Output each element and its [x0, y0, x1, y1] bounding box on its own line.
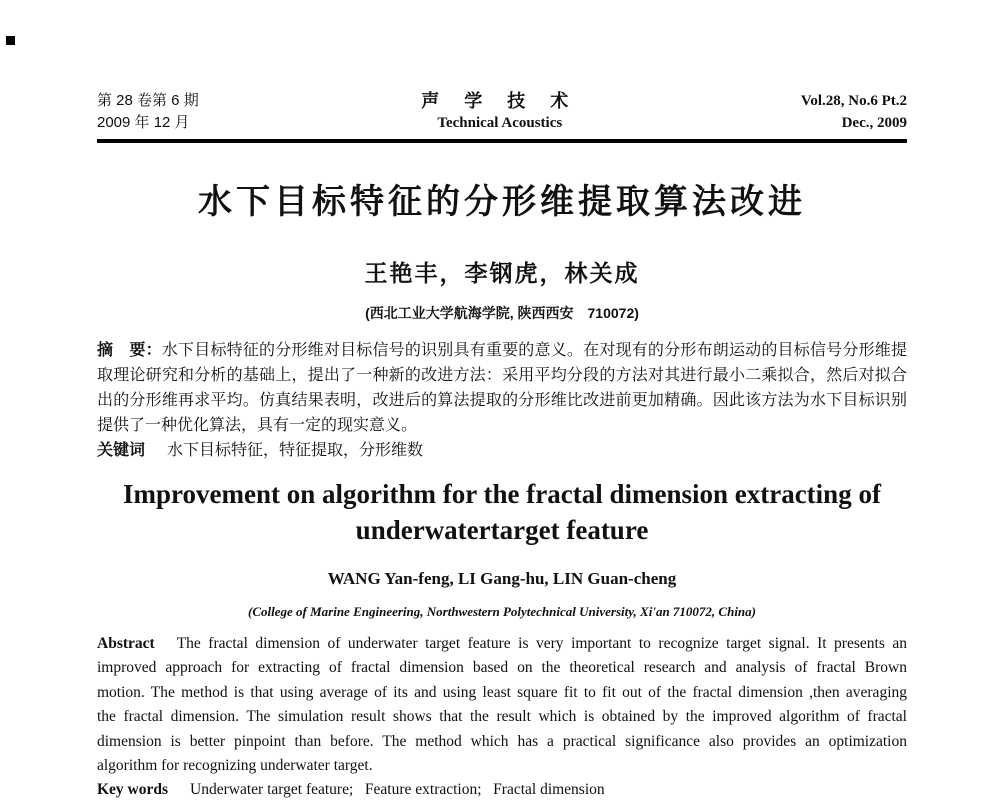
abstract-en-line: motion. The method is that using average of its and using least square fit to fit out of the fractal dimension ,then averaging — [97, 683, 907, 701]
abstract-cn — [97, 338, 907, 463]
keywords-en — [97, 778, 907, 802]
issue-date-cn: 2009 年 12 月 — [97, 114, 190, 131]
abstract-en-text: The fractal dimension of underwater target feature is very important to recognize target signal. It presents an — [176, 635, 907, 652]
journal-name-cn: 声 学 技 术 — [421, 91, 579, 111]
keywords-cn-text: 水下目标特征，特征提取，分形维数 — [167, 442, 424, 459]
abstract-en — [97, 632, 907, 803]
article-title-en-line1: Improvement on algorithm for the fractal dimension extracting of — [123, 479, 881, 509]
affiliation-en: (College of Marine Engineering, Northwestern Polytechnical University, Xi'an 710072, China) — [248, 604, 756, 619]
keywords-en-text: Underwater target feature; Feature extraction; Fractal dimension — [190, 781, 605, 799]
abstract-en-line: the fractal dimension. The simulation result shows that the result which is obtained by the improved algorithm of fractal — [97, 708, 907, 726]
issue-number-cn: 第 28 卷第 6 期 — [97, 92, 199, 109]
journal-header — [97, 90, 907, 134]
abstract-en-line: improved approach for extracting of fractal dimension based on the theoretical research and analysis of fractal Brown — [97, 659, 907, 677]
abstract-cn-text: 水下目标特征的分形维对目标信号的识别具有重要的意义。在对现有的分形布朗运动的目标信号分形维提 — [161, 342, 907, 359]
abstract-cn-line — [97, 338, 907, 363]
keywords-label-cn: 关键词 — [97, 442, 146, 459]
article-title-cn: 水下目标特征的分形维提取算法改进 — [198, 183, 806, 221]
abstract-en-line: algorithm for recognizing underwater target. — [97, 757, 373, 775]
abstract-label-cn: 摘 要： — [97, 342, 162, 359]
page-content — [97, 0, 907, 803]
affiliation-cn: (西北工业大学航海学院, 陕西西安 710072) — [365, 305, 639, 321]
authors-cn: 王艳丰，李钢虎，林关成 — [364, 260, 640, 286]
keywords-cn — [97, 438, 907, 463]
abstract-label-en: Abstract — [97, 635, 155, 652]
abstract-en-line: dimension is better pinpoint than before. The method which has a practical significance also provides an optimization — [97, 732, 907, 750]
abstract-cn-line: 提供了一种优化算法，具有一定的现实意义。 — [97, 417, 418, 434]
keywords-label-en: Key words — [97, 781, 169, 799]
header-rule — [97, 139, 907, 143]
authors-en: WANG Yan-feng, LI Gang-hu, LIN Guan-cheng — [327, 569, 677, 588]
journal-name-en: Technical Acoustics — [437, 115, 563, 131]
header-issue-info-en — [801, 90, 907, 134]
journal-name — [421, 90, 578, 134]
abstract-en-line — [97, 632, 907, 656]
issue-date-en: Dec., 2009 — [841, 115, 907, 131]
article-title-en — [97, 476, 907, 548]
corner-registration-mark — [6, 36, 15, 45]
issue-number-en: Vol.28, No.6 Pt.2 — [800, 93, 907, 109]
abstract-cn-line: 取理论研究和分析的基础上，提出了一种新的改进方法：采用平均分段的方法对其进行最小二乘拟合，然后对拟合 — [97, 367, 907, 384]
abstract-cn-line: 出的分形维再求平均。仿真结果表明，改进后的算法提取的分形维比改进前更加精确。因此该方法为水下目标识别 — [97, 392, 907, 409]
article-title-en-line2: underwatertarget feature — [355, 515, 649, 545]
header-issue-info-cn — [97, 90, 199, 134]
